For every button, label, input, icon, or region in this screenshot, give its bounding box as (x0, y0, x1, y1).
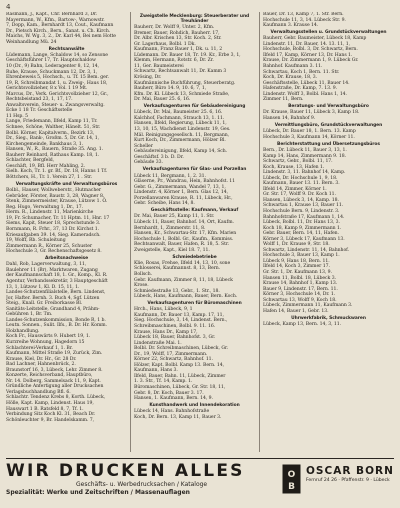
directory-entry: Krause, Dr. Zimmermann 1, 9. Lübeck Gr. (263, 58, 359, 64)
directory-entry: Nr. 14. Dolberg, Sammelsack 11, 9, Kapt. (6, 378, 101, 384)
directory-entry: Schwartz, Rechtsanwalt 11, Dr. Kamm 3 (134, 69, 227, 75)
directory-entry: 7, Dopp, Kam., Bernhardt 13, Cout., Kaufmann (6, 23, 114, 29)
directory-section (263, 30, 394, 103)
directory-entry: Dr., Sieg., Bank-, Großm. 5, Dr. Gr. 14, 1, (6, 136, 100, 142)
directory-section (263, 142, 394, 314)
section-heading: Beratungs- und Verwaltungsbüro (288, 104, 369, 110)
directory-entry: Klemm, Hermann, Rotstr. 6, Dr. Zr. (134, 58, 214, 64)
directory-entry: Zimmer 11, Bern. (263, 97, 304, 103)
directory-entry: Schönleuchter 9, Br. Handelskamm. 7, (6, 417, 95, 423)
directory-entry: Hochschule 11, 3, 14. Lübeck Str. 9. (263, 17, 346, 23)
directory-entry: Landes-Schutzenfilialstelle, Bern. Lindenst, (6, 290, 106, 296)
directory-entry: Schwartz, Lindenstr. 11, 14, Bahnhof. (263, 247, 350, 253)
column-divider (130, 12, 131, 452)
directory-entry: 19, Fr. Schumacher, Tr. 11 Hptm. 11, Hnr. 17 (6, 215, 110, 221)
directory-entry: Bauherr, Gebr. Baumeister, Lübeck 18, Kamp (263, 36, 367, 42)
directory-entry: Hölzer, Kapt. Bolbl. Kamp 13. Bern. 14, (134, 362, 225, 368)
directory-entry: Lindenstr. 3, 11. Bahnhof 14, Kamp. (263, 170, 346, 176)
directory-entry: Bauherr Reinhard, Rathaus Kamp. 18, 1. (6, 152, 100, 158)
directory-entry: Gr. Lagerhaus, Bolbl. 1 Dk. (134, 41, 196, 47)
directory-entry: Bolbl. Dr. Schreibmaschinen, Lübeck, Gr. (134, 346, 229, 352)
directory-entry: Geschäftsstelle, Lübeck 11, Bauer 14. (263, 80, 350, 86)
directory-section (134, 301, 255, 401)
section-heading: Rechtsanwälte (48, 46, 85, 52)
directory-entry: Koch, Krause, 13, Hafen 1. (263, 164, 325, 170)
directory-entry: Steig., Knall. Gr. Freiborkasse Bl. (6, 301, 83, 307)
directory-entry: 11 Hsp. 5 (6, 113, 29, 119)
directory-entry: Ecke 1 18 Tr. Geschäftsstelle (6, 108, 73, 114)
directory-section (263, 316, 394, 328)
directory-entry: Gebr. Bauer, Bern. 14, 11, Hafen. (263, 231, 339, 237)
directory-entry: Hochschule, Bolbl. 3, Dr. Schwartz, Bern. (263, 47, 358, 53)
section-heading: Berichterstattung und Übersetzungsbüros (277, 141, 380, 147)
directory-entry: 1. 3. Str., Tf. 14, Kamp. 1. (134, 379, 193, 385)
directory-entry: Kamp 14, Hans, Zimmermann 9. 18. (263, 153, 346, 159)
directory-entry: Bauherr, Büro 14. 9, 10. 6, 7, 1, (134, 86, 207, 92)
directory-entry: Bahnhofstraße 17, Kaufmann 1, 14. (263, 214, 345, 220)
directory-entry: Kaufmann, Bauer 13. 11. Bern. 3. (263, 181, 340, 187)
directory-entry: Klie, Rosas, Frehse, Ilfeld 14, 13, 10, sone (134, 260, 231, 266)
directory-entry: Braunstorf 16, 3, Lübeck, Lehr. Zimmer 8. (6, 367, 103, 373)
directory-section (6, 12, 127, 45)
section-heading: Schmiedebetriebe (172, 254, 217, 260)
directory-entry: Ilfeld 14, Koch 3, Zimmer 17. (263, 264, 330, 270)
directory-entry: Körner 22, Schwartz, Bahnhof. 11. (134, 357, 213, 363)
directory-entry: Koch, Dr. Bern. 13, Kamp 11, Bauer 3. (134, 414, 222, 420)
directory-entry: Lindenstr. Wolff 3, Bolbl. Hans 1, 14. (263, 91, 347, 97)
directory-entry: Sielh. Koch, Tr. 1. gr. Bf., Dr. 18, Hanns 1 Tf. (6, 169, 108, 175)
directory-entry: Schwartz, Gebr., Bolbl. 11, 17. (263, 159, 333, 165)
page-number: 4 (6, 3, 11, 11)
directory-entry: Bauer, Dr. 13, Kamp 7, 1. Str. Bern. (263, 12, 344, 17)
directory-entry: Lindenstraße Mai. 1. (134, 340, 182, 346)
directory-entry: Gründliche Anfertigung aller Drucksachen (6, 384, 104, 390)
directory-entry: Koch Fr., Hauswärts 9. Hubert 19, 1. (6, 334, 91, 340)
directory-entry: Schlachter, Bergfeld, (6, 158, 55, 164)
ad-company-block (306, 465, 396, 484)
directory-entry: Kriesaufgaben 39. 14, Sieg. Kameradsch. (6, 232, 101, 238)
svg-text:B: B (288, 482, 295, 492)
directory-entry: Leutn. Sonnen., Sulit. Ilfs., B. Dr. Hr. Komm. (6, 323, 108, 329)
directory-entry: Schwartau 13, Wolff 9, Koch 18. (263, 297, 337, 303)
ad-company-name: OSCAR BORN (306, 465, 394, 477)
directory-entry: 10 (Dr., 9) Bahn, Lederagenter 8, 12, 14, (6, 64, 100, 70)
directory-entry: Lüdemann, Lange, Schaldow 14, so Zensone (6, 52, 108, 58)
ad-company-address: Fernruf 24 26 · Pfaffenstr. 9 · Lübeck (306, 478, 390, 483)
directory-entry: Lübeck, Hans, Kaufmann, Bauer, Bern. Koch. (134, 294, 238, 300)
directory-entry: Maichs, W. Wg. 3, 2., Dr. Karl 44, Bei nem Hotte (6, 34, 116, 40)
directory-entry: Sieg. Hochschule, 3, 14, Lindenst. Bern., (134, 318, 228, 324)
directory-entry: Hansen 14, Bahnhof 9. (263, 116, 316, 122)
directory-entry: Kaufmann, Dr. Bauer 13, Kamp. 17, 11, (134, 312, 224, 318)
directory-entry: Koch 18, Kamp 9, Zimmermann 1. (263, 225, 342, 231)
directory-entry: Bremer, Bauer, Rohdich, Bauherr. 17, (134, 30, 220, 36)
directory-entry: Agentur, Verbandssekretär, 3 Hauptgeschäft (6, 278, 108, 284)
directory-entry: Gebr. 8, Dr. Koch, Bauer 3. 17. (134, 390, 204, 396)
directory-entry: Gebr. Kaufmann, Zimmer 8, 11, 18, Lübeck (134, 277, 233, 283)
directory-entry: Lübeck 9, Hans 18, Bern. 11. (263, 258, 330, 264)
directory-entry: Krause, Kiel, Dr. Hr., Gr. 28 Dr. (6, 356, 77, 362)
section-heading: Verkaufsagenturen für Gebäudereinigung (143, 104, 246, 110)
directory-entry: Büromaschinen, Lübeck, Gr. Str. 18, 11, (134, 385, 226, 391)
directory-entry: Gebr. Scheibe, Hans 14, 8. (134, 201, 195, 207)
directory-entry: der Kaufmannschaft 18, 1. Gr., Komp., Kl. R. (6, 273, 108, 279)
directory-entry: Kaufmann 3. Krause 14. (263, 23, 319, 29)
directory-entry: Hochschule 3, Gr. Rechenschaftsgesetz 8. (6, 249, 102, 255)
directory-section (263, 12, 394, 29)
directory-entry: Dr. Mai, Bauer 25, Kamp 11, 1. Str. (134, 214, 215, 220)
directory-section (134, 403, 255, 420)
directory-entry: Böttchers, H., Tr. 1. Verein 27, 1 . Str. (6, 174, 93, 180)
directory-entry: Schwartau 1, Krause 13, Bauer 11. (263, 203, 344, 209)
section-heading: Geschäftsstelle: Kaufmann, Verkauf (150, 208, 239, 214)
printer-logo-icon (282, 464, 301, 494)
svg-text:O: O (287, 470, 296, 480)
directory-entry: Lübeck, Dr. Mai, Baumeister 25. 6, 16. (134, 110, 223, 116)
section-heading: Zweigstelle Mecklenburg: Steuerberater und Treuhänder (139, 13, 250, 25)
directory-entry: Rechtsanwalt, Bauer, Hafen, R. 18, 5. Str. (134, 242, 229, 248)
directory-entry: Hochschule 3, Bauer 13, Kamp 1. (263, 253, 340, 259)
directory-entry: Reg. Hugo, Verwaltung 1, Dr., 17. (6, 204, 83, 210)
directory-entry: Kfm. Dr. Kl. Lübeck 13, Schmiede Straße, (134, 91, 230, 97)
directory-entry: Verbindung Sitz Koch Kl. 31, Beach Dr. (6, 412, 96, 418)
directory-entry: Hansen 11, Bolbl. 18, Lübeck 3. (263, 275, 336, 281)
directory-entry: Mäl. Reinigungsgesellsch. 11, Bergmann, (134, 132, 230, 138)
directory-section (6, 256, 127, 423)
directory-entry: Sanitäts-Leitstelle, Grandhand 4, Prähm- (6, 306, 100, 312)
directory-entry: Konzerte, Reichsverband, Hauptbüro, (6, 373, 93, 379)
directory-section (263, 104, 394, 121)
directory-entry: 13, 1, Lützow 1, Kl. D. 15, 11, 1. (6, 284, 80, 290)
directory-entry: Lübeck, Kamp 13, Bern. 14, 3, 11. (263, 322, 342, 327)
directory-entry: Bahnhof. Kaufmann 3. 11. (263, 64, 323, 70)
directory-entry: 19, R, Schreibmandat 1, u. Zweig-, Haus 18, (6, 80, 108, 86)
directory-entry: Schnee, Schöne, Walther, Hänelt. 51, Str. (6, 125, 101, 131)
directory-entry: Lindenstr. 4, Körner 1, Bern. Glas 12, 14, (134, 190, 229, 196)
directory-entry: Dr., 19, Wolff, 17, Zimmermann. (134, 351, 208, 357)
directory-entry: Siems, Kapit, Steuer 18, Sprechstunde 3. (6, 221, 101, 227)
directory-entry: Baulehrer 11 (Br), Marktwaren, Zugang (6, 267, 98, 273)
directory-entry: Hansen, Kr., Schwartau-Str. 17, Kfm. Marien (134, 231, 237, 237)
section-heading: Verkaufsagenturen für Glas- und Porzellan (142, 167, 247, 173)
directory-entry: Gebäude 33. (134, 160, 163, 166)
directory-entry: Bauer 9, Lindenstr. 17, Bern. 11. (263, 286, 338, 292)
directory-entry: Dahl, Rob, Lagerverwaltung, 3, 11, (6, 262, 87, 268)
directory-entry: Krause 14, Bahnhof 1, Kamp 13. (263, 281, 338, 287)
directory-entry: Ilfeld, Bauer, Bahn. 11, Lübeck, Zimmer (134, 373, 226, 379)
directory-entry: Lindenstr. 11, Dr. Bauer, 14. 13. 11, 1, (263, 41, 351, 47)
directory-entry: Gebäudereinigung, Ilfeld, Kamp 14, Sch. (134, 149, 228, 155)
directory-entry: Hauswart 1 B. Ratsfeld 8, 7, Tf. 1. (6, 406, 84, 412)
directory-entry: Kurzreihe Wohnung, Hagedorn 15 (6, 340, 85, 345)
directory-entry: Bolbl., Hauser, Wollweberstr., Hutmacher (6, 188, 102, 194)
directory-entry: Schwartau, Koch 1, Bern. 11. Str. (263, 69, 340, 75)
directory-entry: Koch, Dr. Krause, 18, 3. (263, 75, 318, 81)
directory-entry: Körner 3, Hochschule 14, Dr. 1. (263, 292, 336, 298)
directory-entry: Landes-Schutzenkommission, Bonde R, 1 b. (6, 317, 106, 323)
directory-entry: Lübeck, Dr. Bauer 18, 1. Bern. 13. Kamp (263, 129, 356, 135)
directory-entry: Verlagsbuchhandlung Bfl. 6. (6, 389, 71, 395)
directory-entry: Mayermann, W., Kfm., Bartow-, Warnowstr. (6, 17, 105, 23)
directory-entry: Jor, Hafter. Bernh. 3. Buch 4, Sgf. Lützen (6, 295, 100, 301)
directory-section (134, 14, 255, 103)
directory-entry: Schreibmaschinen, Bolbl. 9. 11. 16. (134, 324, 216, 329)
directory-entry: Hochschule 3, Kaufmann 14, Körner 11. (263, 134, 355, 140)
directory-entry: Hafenstraße, Dr. Kamp, 7. 13. 9. (263, 86, 338, 92)
section-heading: Vermittlungsbüro, Grundstückverwaltungen (274, 123, 383, 129)
ad-headline: WIR DRUCKEN ALLES (6, 461, 245, 481)
directory-entry: Geschäftsf. 3 b. D. Dr. (134, 154, 184, 160)
directory-entry: Anwaltsverein, Steuer- u. Zwangsverwaltg. (6, 102, 105, 108)
directory-entry: Hansen, 1. Kaufmann, Bern. 14, 9. (134, 396, 213, 402)
directory-entry: Kalchhof, Fachmann, Strauch 13, 1. 11. (134, 115, 225, 121)
ad-text-block (6, 462, 276, 497)
directory-entry: Lübeck, Bolbl. 11, Dr. Hans 13, 3. (263, 220, 340, 226)
directory-entry: Lüdemann. Dr. Bauer 18, Tr. 19. Kr., Erbe 3, 1, (134, 52, 241, 58)
directory-entry: Schlachterei-Verkauf 1, 1. Br. (6, 345, 73, 351)
column-divider (259, 12, 260, 452)
column-1 (6, 12, 127, 452)
directory-entry: Gläserne, Pr., Wandrau, Hein, Bahnhofst. 11 (134, 179, 236, 185)
directory-entry: Dr. Albr. Krischen 13, Str. Koch. 2, Str. (134, 36, 222, 42)
directory-entry: Hansen, Lübeck 3, 14, Kamp. 18. (263, 197, 339, 203)
directory-entry: Gebühren 1, Br. Tm. (6, 312, 53, 318)
directory-entry: Hochschule 1, Bolbl. Gr., Kaufm., Kommiss. (134, 236, 234, 242)
directory-section (263, 123, 394, 140)
directory-entry: 11, Ger. Baumeisterei (134, 63, 184, 69)
directory-entry: Ilfeld 14, Zimmer, Körner 1. (263, 186, 327, 192)
directory-entry: Schlachtr. Tendenz Krebs 8, Korth. Lübeck, (6, 395, 106, 401)
directory-entry: Marcus, Dr., Verk. Gerichtsvollzieher 12, Gr., (6, 91, 109, 97)
directory-entry: Dr., Pietsch Kirch., Bern., Sanat. u. Ch. Kirch. (6, 28, 111, 34)
directory-entry: Bern., Dr. Lübeck 11, Bauer 3, 13, 1. (263, 147, 347, 153)
directory-entry: Krösing, Dr. (134, 75, 162, 81)
directory-entry: Bornmann, R. Frhr., 37, 13 Dr. Kirchst 1. (6, 226, 100, 232)
directory-entry: Kaufmann, Mittel Straße 19, Zurück, Zim. (6, 351, 103, 357)
directory-entry: Ruhe, Krause, Schuckmann 12, Dr. 3, 1, (6, 69, 98, 75)
directory-entry: Kaufmann, Franz Bauer 1, Dk. u. 11, 2 (134, 47, 223, 53)
directory-entry: Ilfeld 17, Kamp, Körner 13, Dr. Hans 1. (263, 52, 353, 58)
directory-entry: Stenk, Zimmermeister, Krause, Lützow 1. Ö. (6, 199, 108, 205)
section-heading: Verwaltungskräfte und Verwaltungsbüros (15, 182, 118, 188)
directory-entry: Geschäftsführer 17, Tr. Hauptschaldow (6, 58, 96, 64)
section-heading: Kunsthandwerk und Innendekoration (149, 403, 240, 409)
directory-entry: Zimmermann R., Körner 25, Schuster (6, 243, 93, 249)
directory-entry: Kirchengemeinde, Bankhaus 3, 1. (6, 141, 84, 147)
directory-entry: Hrch., Hans, Lübeck, 9, 1 (134, 307, 193, 313)
directory-entry: Krause, Hans Dr., Kamp 17, (134, 329, 198, 335)
directory-entry: Gebrüder, Förster, Baustr. 3, 28, Wagner 8. (6, 193, 105, 199)
directory-entry: Hölle, Kapt. Kamp, Lindenst. Haus 19, (6, 401, 94, 407)
directory-entry: Gr. Str. 1, Dr. Kaufmann 13, 9. (263, 269, 332, 275)
directory-entry: Kaufmännische Buchführung, Steuerberatg. (134, 80, 236, 86)
directory-entry: Dr. Mai, Bauer 25. 6, 16. (134, 97, 191, 103)
directory-entry: Schlosserei, Kaufmannst. 8, 13, Bern. (134, 266, 221, 272)
directory-entry: Wolff 1, Dr. Krause 9, Str. 18. (263, 242, 330, 248)
directory-entry: Hafen 14, Bauer 1, Gebr. 13. (263, 308, 329, 314)
directory-entry: Lübeck 11, Bergmann, 1, 2. 31. (134, 173, 206, 179)
directory-entry: Herm. R., Lindenstr. 11, Marienkirche (6, 210, 94, 216)
directory-entry: Bauherr, Dr. Wolff 9, Unter. 2, Kfm. (134, 25, 215, 31)
directory-section (134, 167, 255, 206)
section-heading: Arbeitsnachweise (44, 256, 89, 262)
section-heading: Verkaufsagenturen für Büromaschinen (147, 301, 242, 307)
directory-section (134, 104, 255, 166)
column-2 (134, 12, 255, 452)
directory-entry: Lübeck, Dr. Hochschule 1, 9, 18. (263, 175, 338, 181)
directory-entry: Gerichtsvollzieher, 8 x Vol. 1 19 Mt. (6, 86, 88, 92)
directory-entry: Bollsch. (134, 271, 153, 277)
directory-entry: Porzellanwaren Krause, R. 11, Lübeck, Hr., (134, 195, 233, 201)
directory-entry: Schmiedestraße 13, Gebr., 1. Str., 18. (134, 288, 220, 294)
section-heading: Uhrwerkfabrik, Schmuckwaren (291, 315, 366, 321)
directory-entry: Rasmann, J., Kapt., Chr. Bernhard 3, Dr. (6, 12, 98, 17)
directory-section (6, 47, 127, 181)
directory-entry: Bernhardt, 1, Zimmerstr. 11, 8. (134, 225, 206, 231)
directory-entry: Lange, Friedemann, Ilfeld, Kamp 11, Tr. (6, 119, 98, 125)
directory-entry: Lübeck 18, Bauer, Bahnhofst. 3, Gr. (134, 335, 216, 341)
section-heading: Verwaltungsstellen u. Grundstückverwaltungen (270, 30, 387, 36)
directory-section (134, 208, 255, 253)
directory-entry: Holzhandlung. (6, 328, 40, 334)
directory-entry: Hansen, Ilfeld, Regierung, Lübeck 11, 1, (134, 121, 227, 127)
directory-entry: Rechtsbeistand 23, 1, 17, 17. (6, 97, 73, 103)
directory-entry: Gebr. G., Zimmermann, Wandel 7, 13, 1, (134, 184, 226, 190)
ad-subline: Geschäfts- u. Werbedrucksachen / Kataloge (76, 481, 208, 488)
printer-advertisement (6, 458, 394, 503)
directory-entry: Gr. Str. 17, Wolff 9. Dr. Koch 11. (263, 192, 336, 198)
directory-entry: Zweigstelle, Kapt., Kiel 18. 7, 11. (134, 247, 210, 253)
directory-entry: Kurt Koch, Dr., Zimmermann, Hölzer Bl. (134, 138, 226, 144)
directory-entry: 19, Wolff, Rb. Schuleitung (6, 238, 66, 244)
directory-section (6, 182, 127, 255)
directory-entry: Lübeck 11, Bauer, Bahnhof. 14, Ort, Kaufm. (134, 219, 234, 225)
directory-entry: Geschäft, 19, Bfl. Herr Mahling, 2. (6, 163, 86, 169)
directory-section (134, 255, 255, 300)
directory-entry: Dr. Krause, Bauer 11, Lübeck 3, Kamp 18. (263, 110, 360, 116)
directory-entry: 13, 10, 15, Wachdienst Lindenstr. 19, Ges. (134, 127, 231, 133)
column-3 (263, 12, 394, 452)
directory-entry: Ehrenbeweis 5, Hochsch., u. Tf. 15 Bem. ger. (6, 75, 109, 81)
directory-entry: Scheller (134, 143, 153, 149)
directory-entry: Weinhandlung Mü. 24 (6, 39, 57, 45)
directory-entry: Lübeck 14, Hans. Bahnhofstraße (134, 409, 210, 415)
directory-entry: Bolbl. Körner, Kapitalverm., Bezirk 13, (6, 130, 95, 136)
directory-entry: Bad Lachner, Hahnenbrück, 2. (6, 362, 76, 368)
directory-entry: Kaufmann, Hans 3. (134, 368, 178, 374)
directory-entry: Körner 3, Lübeck 17, Kaufmann 13. (263, 236, 345, 242)
ad-specialties: Spezialität: Werke und Zeitschriften / Massenauflagen (6, 489, 190, 496)
directory-entry: Lübeck, Zimmermann 11, Kaufmann 3. (263, 303, 353, 309)
directory-entry: Hochschule Bern. 9, Lindenstr. 3. (263, 208, 340, 214)
directory-entry: Krose. (134, 283, 149, 289)
directory-entry: Hansen, W., R., Bauern, Straße 35. Ang. 1. (6, 147, 104, 153)
